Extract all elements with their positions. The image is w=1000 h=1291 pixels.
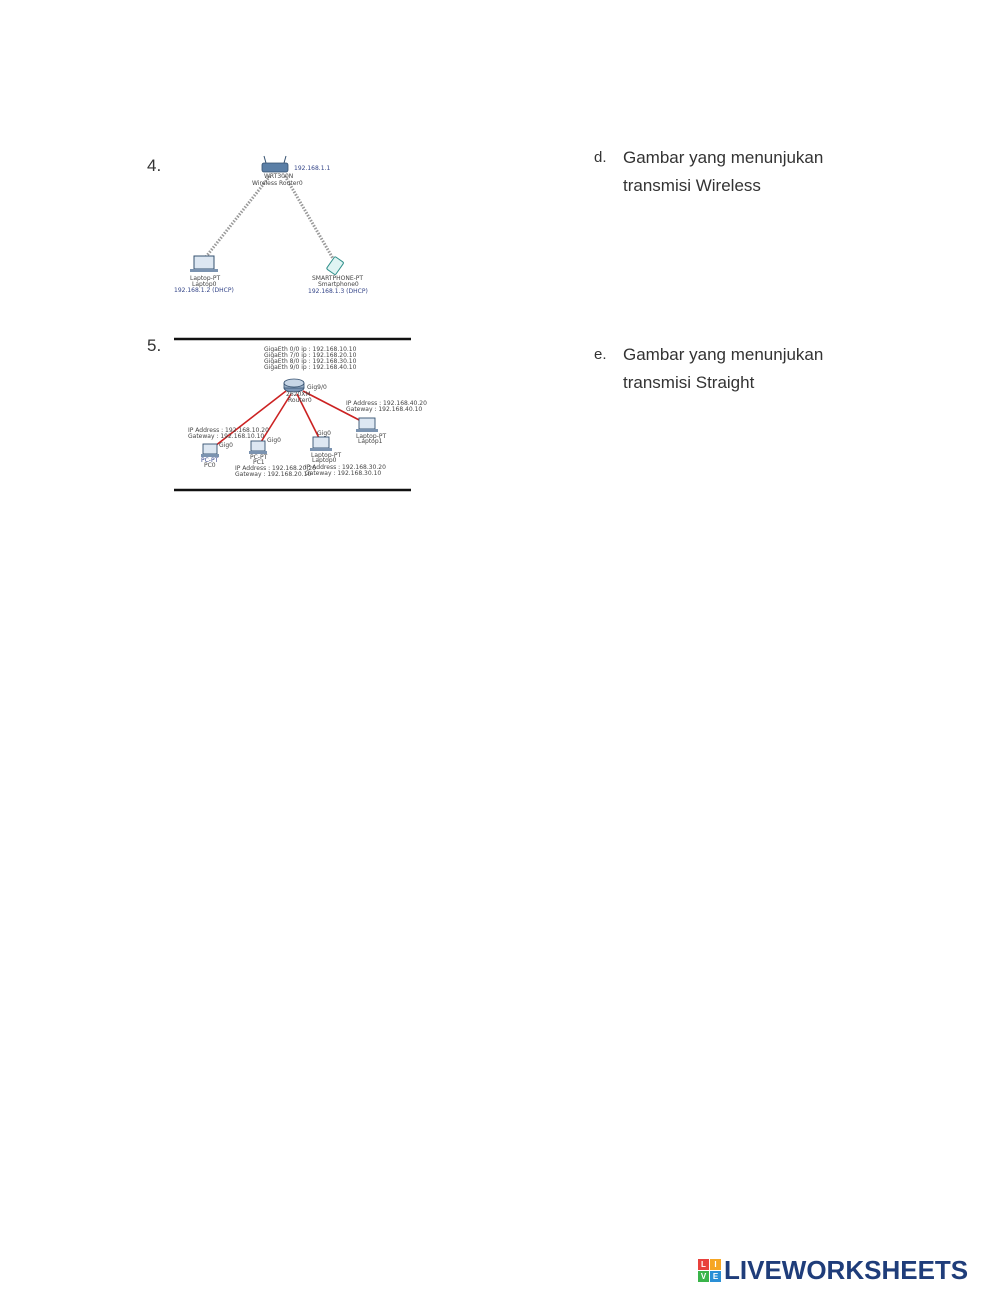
laptop0-gateway: Gateway : 192.168.30.10 [305,470,382,477]
answer-option-d [594,144,894,204]
smartphone-name: Smartphone0 [318,281,359,288]
pc1-port: Gig0 [267,437,281,444]
option-text: Gambar yang menunjukan transmisi Straight [623,345,824,392]
router-ip: 192.168.1.1 [294,165,331,172]
wireless-network-diagram [170,152,395,300]
logo-mark-icon [698,1259,721,1282]
router-model: WRT300N [264,173,294,180]
pc0-port: Gig0 [219,442,233,449]
answer-option-e [594,341,894,401]
router-interface: GigaEth 0/0 ip : 192.168.10.10 [264,346,357,353]
pc0-type: PC-PT [201,457,219,464]
liveworksheets-logo [698,1256,968,1284]
router-interface: GigaEth 9/0 ip : 192.168.40.10 [264,364,357,371]
laptop-icon [356,418,378,432]
smartphone-type: SMARTPHONE-PT [312,275,364,282]
logo-letter: I [710,1259,721,1270]
router-model: 2620XM [286,391,311,398]
pc0-gateway: Gateway : 192.168.10.10 [188,433,265,440]
question-number: 4. [147,156,162,175]
laptop-icon [190,256,218,272]
pc1-name: PC1 [253,459,265,466]
laptop0-name: Laptop0 [312,457,337,464]
pc-icon [249,441,267,454]
option-letter: d. [594,149,607,166]
pc1-gateway: Gateway : 192.168.20.10 [235,471,312,478]
smartphone-ip: 192.168.1.3 (DHCP) [308,288,368,295]
laptop1-ip: IP Address : 192.168.40.20 [346,400,427,407]
pc1-ip: IP Address : 192.168.20.20 [235,465,316,472]
laptop0-type: Laptop-PT [311,452,342,459]
logo-text: LIVEWORKSHEETS [724,1254,969,1285]
pc-icon [201,444,219,457]
laptop1-type: Laptop-PT [356,433,387,440]
pc0-name: PC0 [204,462,216,469]
wireless-link [285,176,335,262]
router-port: Gig9/0 [307,384,327,391]
logo-letter: E [710,1271,721,1282]
option-letter: e. [594,346,607,363]
router-interface: GigaEth 7/0 ip : 192.168.20.10 [264,352,357,359]
laptop0-ip: IP Address : 192.168.30.20 [305,464,386,471]
laptop-name: Laptop0 [192,281,217,288]
laptop-type: Laptop-PT [190,275,221,282]
laptop0-port: Gig0 [317,430,331,437]
wireless-router-icon [262,156,288,172]
laptop1-name: Laptop1 [358,438,383,445]
router-label: Wireless Router0 [252,180,303,187]
question-number: 5. [147,336,162,355]
logo-letter: V [698,1271,709,1282]
smartphone-icon [326,256,344,275]
router-label: Router0 [288,397,312,404]
straight-cable [261,394,291,442]
pc1-type: PC-PT [250,454,268,461]
option-text: Gambar yang menunjukan transmisi Wireless [623,148,824,195]
straight-network-diagram [173,336,427,494]
wireless-link [205,176,270,258]
laptop-ip: 192.168.1.2 (DHCP) [174,287,234,294]
pc0-ip: IP Address : 192.168.10.20 [188,427,269,434]
laptop1-gateway: Gateway : 192.168.40.10 [346,406,423,413]
logo-letter: L [698,1259,709,1270]
router-interface: GigaEth 8/0 ip : 192.168.30.10 [264,358,357,365]
laptop-icon [310,437,332,451]
